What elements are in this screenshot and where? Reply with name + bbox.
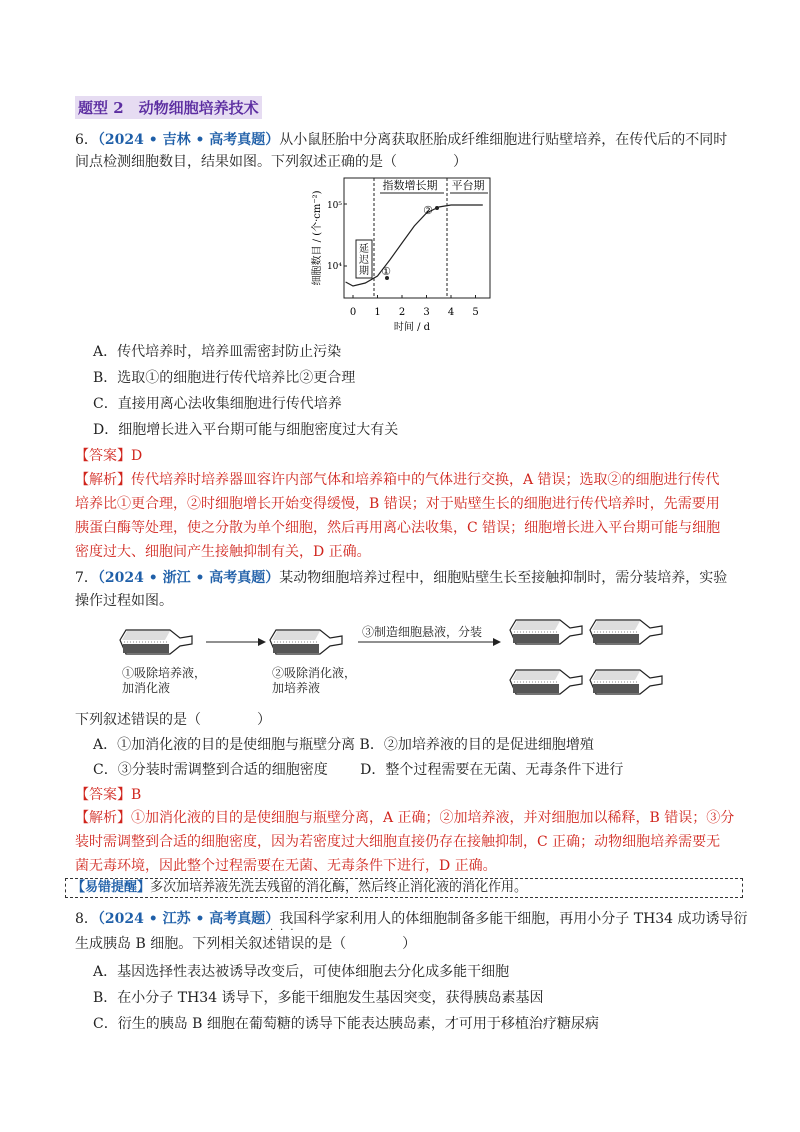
- q6-option-a[interactable]: A．传代培养时，培养皿需密封防止污染: [93, 344, 342, 360]
- arrow-2-head: [493, 638, 501, 646]
- flask-split-4: [590, 670, 662, 694]
- point-2-label: ②: [423, 204, 433, 217]
- fig-step1-line-1: ①吸除培养液，: [122, 666, 207, 680]
- q6-stem-line-1: [75, 130, 727, 150]
- y-tick-1e4: 10⁴: [326, 262, 342, 272]
- q7-analysis-line-1: 【解析】①加消化液的目的是使细胞与瓶壁分离，A 正确；②加培养液，并对细胞加以稀释，B 错误；③分: [75, 810, 735, 826]
- point-2-dot: [435, 206, 439, 210]
- chart-frame: [344, 178, 490, 298]
- point-1-label: ①: [381, 265, 391, 278]
- q6-analysis-line-3: 胰蛋白酶等处理，使之分散为单个细胞，然后再用离心法收集，C 错误；细胞增长进入平台期可能与细胞: [75, 520, 721, 536]
- fig-step2-line-1: ②吸除消化液，: [272, 666, 357, 680]
- q7-analysis-line-3: 菌无毒环境，因此整个过程需要在无菌、无毒条件下进行，D 正确。: [75, 858, 497, 874]
- emphasis-dots: ···: [270, 925, 301, 936]
- x-tick-label: 5: [472, 307, 479, 318]
- y-tick-1e5: 10⁵: [326, 201, 342, 211]
- q6-answer: 【答案】D: [75, 448, 143, 464]
- x-tick-label: 1: [374, 307, 381, 318]
- q7-stem-line-2: 操作过程如图。: [75, 593, 173, 609]
- flask-step-2: [270, 630, 342, 654]
- fig-step1-line-2: 加消化液: [122, 681, 171, 695]
- q7-options-row-2[interactable]: C．③分装时需调整到合适的细胞密度 D．整个过程需要在无菌、无毒条件下进行: [93, 762, 624, 778]
- x-tick-label: 2: [398, 307, 406, 318]
- flask-step-1: [120, 630, 192, 654]
- q8-stem-line-1: [75, 909, 748, 929]
- flask-split-2: [590, 620, 662, 644]
- x-axis-label: 时间 / d: [393, 322, 431, 333]
- q6-option-b[interactable]: B．选取①的细胞进行传代培养比②更合理: [93, 370, 356, 386]
- flask-procedure-figure: [118, 608, 698, 708]
- q8-option-c[interactable]: C．衍生的胰岛 B 细胞在葡萄糖的诱导下能表达胰岛素，才可用于移植治疗糖尿病: [93, 1016, 599, 1032]
- phase-label-lag: 延迟期: [359, 244, 369, 277]
- q6-analysis-line-2: 培养比①更合理，②时细胞增长开始变得缓慢，B 错误；对于贴壁生长的细胞进行传代培养时，先需要用: [75, 496, 720, 512]
- q6-analysis-line-4: 密度过大、细胞间产生接触抑制有关，D 正确。: [75, 544, 371, 560]
- q7-stem-text: 某动物细胞培养过程中，细胞贴壁生长至接触抑制时，需分装培养，实验: [279, 570, 728, 586]
- q6-source: （2024 • 吉林 • 高考真题）: [97, 132, 280, 148]
- error-tip-box: [65, 878, 743, 898]
- phase-label-exp: 指数增长期: [382, 179, 438, 192]
- q6-option-c[interactable]: C．直接用离心法收集细胞进行传代培养: [93, 396, 342, 412]
- q7-options-row-1[interactable]: A．①加消化液的目的是使细胞与瓶壁分离 B．②加培养液的目的是促进细胞增殖: [93, 737, 594, 753]
- tip-label: 【易错提醒】: [72, 880, 151, 895]
- tip-text: 多次加培养液先洗去残留的消化酶，然后终止消化液的消化作用。: [150, 880, 528, 895]
- q6-stem-text: 从小鼠胚胎中分离获取胚胎成纤维细胞进行贴壁培养，在传代后的不同时: [279, 132, 728, 148]
- q7-answer: 【答案】B: [75, 787, 142, 803]
- section-title: 题型 2 动物细胞培养技术: [75, 96, 262, 119]
- y-axis-label: 细胞数目 / (个·cm⁻²): [312, 190, 323, 286]
- q6-stem-line-2: 间点检测细胞数目，结果如图。下列叙述正确的是（ ）: [75, 154, 467, 170]
- arrow-1-head: [258, 638, 266, 646]
- fig-step2-line-2: 加培养液: [272, 681, 321, 695]
- q7-source: （2024 • 浙江 • 高考真题）: [97, 570, 280, 586]
- q7-stem-line-1: [75, 568, 727, 588]
- q6-analysis-line-1: 【解析】传代培养时培养器皿容许内部气体和培养箱中的气体进行交换，A 错误；选取②的细胞进行传代: [75, 472, 720, 488]
- q8-option-b[interactable]: B．在小分子 TH34 诱导下，多能干细胞发生基因突变，获得胰岛素基因: [93, 990, 544, 1006]
- x-tick-label: 0: [349, 307, 357, 318]
- phase-label-plateau: 平台期: [451, 179, 485, 192]
- flask-split-3: [510, 670, 582, 694]
- q8-stem-line-2: 生成胰岛 B 细胞。下列相关叙述错误的是（ ）: [75, 936, 417, 952]
- q8-stem-text: 我国科学家利用人的体细胞制备多能干细胞，再用小分子 TH34 成功诱导衍: [279, 911, 748, 927]
- growth-curve-chart: [300, 168, 500, 336]
- q8-number: 8．: [75, 911, 98, 927]
- x-tick-label: 4: [447, 307, 455, 318]
- fig-step3-label: ③制造细胞悬液，分装: [362, 625, 483, 639]
- q7-number: 7．: [75, 570, 98, 586]
- q6-option-d[interactable]: D．细胞增长进入平台期可能与细胞密度过大有关: [93, 422, 399, 438]
- q8-option-a[interactable]: A．基因选择性表达被诱导改变后，可使体细胞去分化成多能干细胞: [93, 964, 510, 980]
- x-tick-label: 3: [423, 307, 430, 318]
- q8-source: （2024 • 江苏 • 高考真题）: [97, 911, 280, 927]
- flask-split-1: [510, 620, 582, 644]
- q6-number: 6．: [75, 132, 98, 148]
- q7-analysis-line-2: 装时需调整到合适的细胞密度，因为若密度过大细胞直接仍存在接触抑制，C 正确；动物细胞培养需要无: [75, 834, 721, 850]
- q7-question: 下列叙述错误的是（ ）: [75, 712, 271, 728]
